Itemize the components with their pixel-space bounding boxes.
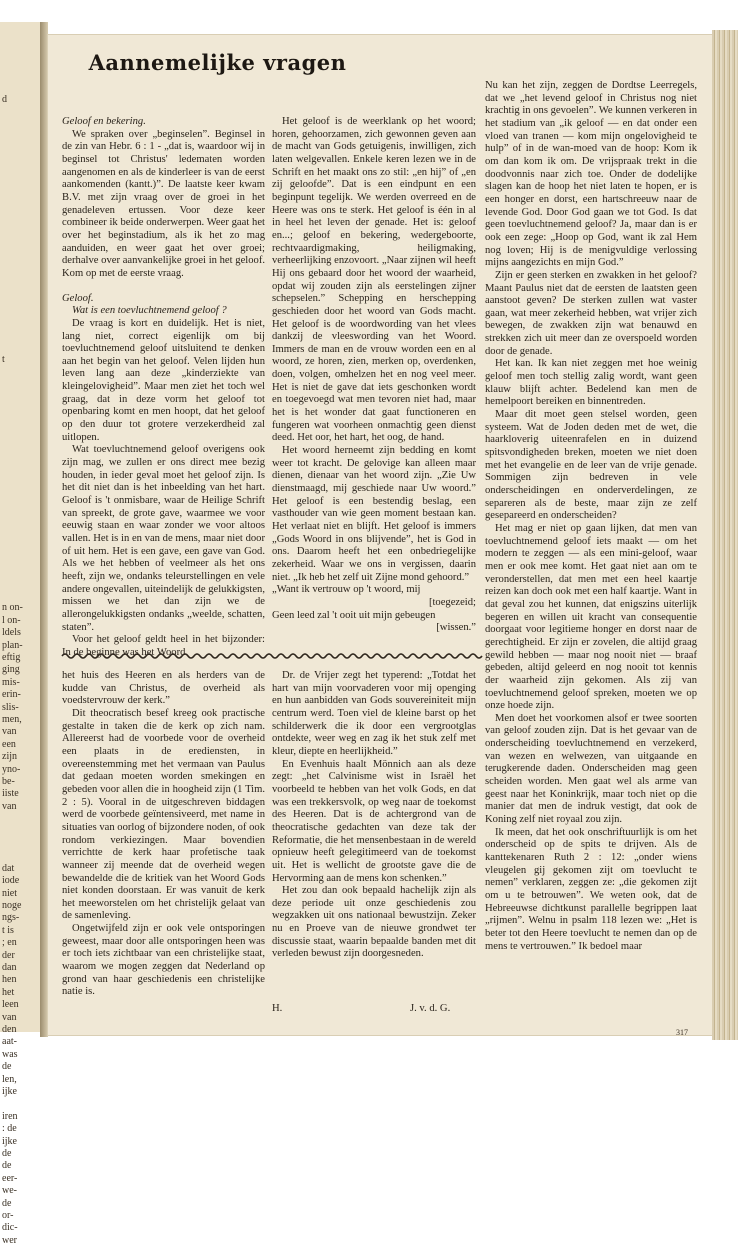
- section-divider: [62, 652, 480, 660]
- facing-page-text: eftig: [2, 652, 21, 663]
- column-2-bottom: [272, 670, 476, 961]
- facing-page-text: n on-: [2, 602, 23, 614]
- paragraph: Maar dit moet geen stelsel worden, geen systeem. Wat de Joden deden met de wet, die haarkloverig uiteenrafelen en in duizend spitsvondigheden breken, moeten we niet doen met het evangelie en de leer van de vrije genade. Sommigen zijn bedreven in vele onderscheidingen en onderverdelingen, ze separeren als de beste, maar zijn ze zelf gesepareerd en onderscheiden?: [485, 409, 697, 522]
- facing-page-text: ging: [2, 664, 20, 676]
- signature-right: J. v. d. G.: [410, 1003, 451, 1014]
- facing-page-text: ngs-: [2, 912, 20, 924]
- facing-page-text: eer-: [2, 1172, 18, 1184]
- facing-page-text: van: [2, 1011, 17, 1023]
- facing-page-text: ldels: [2, 627, 21, 639]
- facing-page-text: men,: [2, 714, 22, 725]
- facing-page-text: yno-: [2, 763, 21, 775]
- paragraph: Het geloof is de weerklank op het woord; horen, gehoorzamen, zich gewonnen geven aan de macht van Gods getuigenis, inwilligen, zich laten welgevallen. Enkele keren lezen we in de Schrift en het maakt ons zo stil: „en hij” of „en zij geloofde”. Dat is een eindpunt en een beginpunt tegelijk. We werden overreed en de Heere was ons te sterk. Het geloof is één in al in heel het leven der genade. Het is: geloof en...; geloof en bekering, wedergeboorte, rechtvaardigmaking, heiligmaking, verheerlijking enzovoort. „Naar zijnen wil heeft Hij ons gebaard door het woord der waarheid, opdat wij zouden zijn als eerstelingen zijner schepselen.” Schepping en herschepping geschieden door het woord van Gods macht. Het geloof is de woordwording van het vlees dankzij de vleeswording van het Woord. Immers de man en de vrouw worden een en al woord, ze horen, zien, merken op, overdenken, doen, volgen, omhelzen het en nog veel meer. Het is niet de gave dat iets geschonken wordt en toegevoegd wat men tevoren niet had, maar het is het wonder dat gaat functioneren en fungeren wat voorheen onmachtig geen dienst deed. Het oor, het hart, het oog, de hand.: [272, 116, 476, 444]
- paragraph: De vraag is kort en duidelijk. Het is niet, lang niet, correct eigenlijk om bij toevluchtnemend geloof uitsluitend te denken aan het begin van het geloof. Velen lijden hun leven lang aan deze „kinderziekte van kleingelovigheid”. Maar men ziet het toch wel graag, dat in deze vorm het geloof tot openbaring komt en men hoopt, dat het geloof op den duur tot grotere verzekerdheid zal uitlopen.: [62, 317, 265, 443]
- facing-page-text: hen: [2, 974, 17, 986]
- facing-page-text: l on-: [2, 614, 21, 626]
- facing-page-text: or-: [2, 1210, 14, 1221]
- column-1-top: [62, 116, 265, 660]
- facing-page-text: dic-: [2, 1222, 18, 1234]
- facing-page-text: zijn: [2, 751, 17, 763]
- page-number: 317: [676, 1028, 688, 1037]
- poem-line: „Want ik vertrouw op 't woord, mij: [272, 584, 421, 596]
- facing-page-fragment: [0, 22, 41, 1246]
- paragraph: Men doet het voorkomen alsof er twee soorten van geloof zouden zijn. Dat is het gevaar van de onderscheiding toevluchtnemend en verzekerd, van wezen en welwezen, van uitgaande en terugkerende daden. Onderscheiden mag geen scheiden worden. Men gaat wel als arme van geest naar het Koninkrijk, maar toch niet op die manier dat men de indruk vestigt, dat ook de Koning zelf niet royaal zou zijn.: [485, 712, 697, 826]
- paragraph: Dit theocratisch besef kreeg ook practische gestalte in taken die de kerk op zich nam. Allereerst had de voorbede voor de overheid een plaats in de erediensten, in overeenstemming met het vermaan van Paulus dat gedaan moeten worden smekingen en gebeden voor allen die in hoogheid zijn (1 Tim. 2 : 5). Vooral in de uitgeschreven biddagen werd de voorbede geïntensiveerd, met name in situaties van oorlog of bijzondere noden, of ook rondom verkiezingen. Maar bovendien verrichtte de kerk haar profetische taak wanneer zij meende dat de overheid wegen bewandelde die de kritiek van het Woord Gods niet konden doorstaan. Er was vanuit de kerk het meeworstelen om het christelijk gelaat van de samenleving.: [62, 707, 265, 922]
- facing-page-text: van: [2, 800, 17, 812]
- paragraph: Voor het geloof geldt heel in het bijzonder: In de beginne was het Woord.: [62, 634, 265, 658]
- signature-left: H.: [272, 1003, 283, 1014]
- paragraph: We spraken over „beginselen”. Beginsel in de zin van Hebr. 6 : 1 - „dat is, waardoor wij in beginsel tot Christus' ledematen worden aangenomen en als de kinderleer is van de eerst aankomenden (kantt.)”. De laatste keer kwam B.V. met zijn vraag over de groei in het genadeleven ertussen. Voor deze keer combineer ik beide onderwerpen. Weer gaat het over het beginstadium, als ik het zo mag aanduiden, en weer gaat het over groei; derhalve over aanvankelijke groei in het geloof. Kom op met de eerste vraag.: [62, 128, 265, 279]
- paragraph: Het mag er niet op gaan lijken, dat men van toevluchtnemend geloof iets maakt — om het modern te zeggen — als een mini-geloof, waar men er ook mee komt. Het gaat niet aan om te veronderstellen, dat men met een heel kaartje reizen kan doch ook met een half kaartje. Want in dat geval zou het kunnen, dat enigszins uiterlijk begeren en willen uit kracht van consequentie doorgaat voor legitieme honger en dorst naar de gerechtigheid. Er zijn er zovelen, die altijd graag gewild hebben — maar nog nooit niet — braaf gebeden, altijd geleerd en nog nooit tot kennis der waarheid zijn gekomen. Als zij van toevluchtnemend geloof spreken, moeten we op onze hoede zijn.: [485, 522, 697, 712]
- facing-page-text: d: [2, 94, 7, 105]
- facing-page-text: een: [2, 738, 16, 750]
- paragraph: Het zou dan ook bepaald hachelijk zijn als deze periode uit onze geschiedenis zou wegzakken uit ons nationaal bewustzijn. Zeker nu en Proeve van de nieuwe grondwet ter discussie staat, waarin bepaalde banden met dit verleden bewust zijn doorgesneden.: [272, 885, 476, 960]
- facing-page-text: mis-: [2, 676, 20, 688]
- paragraph: Het woord herneemt zijn bedding en komt weer tot kracht. De gelovige kan alleen maar dienen, dienaar van het woord zijn. „Zie Uw dienstmaagd, mij geschiede naar Uw woord.” Het geloof is een bestendig beslag, een vasthouder van wie geen moment bestaan kan. Het verlaat niet en blijft. Het geloof is immers „Gods Woord in ons blijvende”, het is God in ons. Daarom heeft het een onbedriegelijke zekerheid. Waar we ons in vergissen, daarin niet. „Ik heb het zelf uit Zijne mond gehoord.”: [272, 445, 476, 583]
- paragraph: Dr. de Vrijer zegt het typerend: „Totdat het hart van mijn voorvaderen voor mij openging en hun aanbidden van Gods souvereiniteit mijn centrum werd. Toen viel de kleine barst op het schilderwerk die ik door een vergrootglas ontdekte, weer weg en zag ik het stuk zelf met kleur, diepte en heerlijkheid.”: [272, 670, 476, 757]
- page-edges: [712, 30, 738, 1040]
- book-gutter: [40, 22, 48, 1037]
- poem-line: [wissen.”: [436, 622, 476, 634]
- facing-page-text: we-: [2, 1185, 17, 1197]
- facing-page-text: van: [2, 726, 17, 738]
- facing-page-text: slis-: [2, 701, 19, 713]
- facing-page-text: dat: [2, 862, 15, 874]
- facing-page-text: den: [2, 1024, 17, 1035]
- facing-page-text: iren: [2, 1110, 18, 1122]
- article-title: Aannemelijke vragen: [88, 50, 347, 75]
- facing-page-text: de: [2, 1148, 12, 1159]
- paragraph: Het kan. Ik kan niet zeggen met hoe weinig geloof men toch stellig zalig wordt, want geen klauw blijft achter. Bedelend kan men de hemelpoort bereiken en binnentreden.: [485, 358, 697, 408]
- paragraph: Zijn er geen sterken en zwakken in het geloof? Maant Paulus niet dat de eersten de laatsten geen aanstoot geven? De sterken zullen wat vaster gaan, wat meer zekerheid hebben, wat vrijer zich bewegen, de zwakken zijn wat benauwd en strekken zich uit meer dan ze overspoeld worden door de genade.: [485, 269, 697, 357]
- facing-page-text: aat-: [2, 1036, 17, 1048]
- facing-page-text: was: [2, 1048, 18, 1060]
- poem: [272, 584, 476, 635]
- facing-page-text: het: [2, 986, 15, 998]
- paragraph: Ik meen, dat het ook onschriftuurlijk is om het onderscheid op de spits te drijven. Als de kanttekenaren Ruth 2 : 12: „onder wiens vleugelen gij gekomen zijt om toevlucht te nemen” verklaren, zeggen ze: „die gekomen zijt om u te betrouwen”. We weten ook, dat de Hebreeuwse dichtkunst parallelle begrippen laat „rijmen”. Welnu in psalm 118 lezen we: „Het is beter tot den Heere toevlucht te nemen dan op de mens te vertrouwen.” Ik bedoel maar: [485, 826, 697, 952]
- question-heading: Wat is een toevluchtnemend geloof ?: [72, 305, 227, 317]
- facing-page-text: noge: [2, 900, 22, 911]
- column-3: [485, 80, 697, 953]
- paragraph: Nu kan het zijn, zeggen de Dordtse Leerregels, dat we „het levend geloof in Christus nog niet krachtig in ons gevoelen”. We kunnen verkeren in het stadium van „ik geloof — en dat onder een vloed van tranen — kom mijn ongelovigheid te hulp” of in de wan-moed van de hoop: Kom ik om dan kom ik om. De vrijspraak trekt in die doodvonnis naar zich toe. Onder de dodelijke slagen kan de hoop het niet laten te hopen, er is een honger en dorst, een hartschreeuw naar de levende God. Door God gaan we tot God. Is dat geen toevluchtnemend geloof? Ja, maar dan is er ook een zege: „Hoop op God, want ik zal Hem nog loven; Hij is de menigvuldige verlossing mijns aangezichts en mijn God.”: [485, 80, 697, 269]
- column-1-bottom: [62, 670, 265, 999]
- facing-page-text: niet: [2, 887, 17, 899]
- facing-page-text: len,: [2, 1073, 17, 1085]
- facing-page-text: t is: [2, 924, 14, 936]
- paragraph: En Evenhuis haalt Mönnich aan als deze zegt: „het Calvinisme wist in Israël het voorbeeld te hebben van het volk Gods, en dat was een trekkersvolk, op weg naar de toekomst des Heeren. Dat is de achtergrond van de theocratische gedachten van deze tak der Reformatie, die het mensenbestaan in de wereld opnieuw heeft gelegitimeerd van de toekomst uit. Het is wellicht de grootste gave die de Hervorming aan de mens kon schenken.”: [272, 758, 476, 884]
- section-heading: Geloof en bekering.: [62, 116, 146, 127]
- paragraph: het huis des Heeren en als herders van de kudde van Christus, de overheid als voedstervrouw der kerk.”: [62, 670, 265, 707]
- facing-page-text: ; en: [2, 937, 17, 949]
- facing-page-text: de: [2, 1160, 12, 1172]
- facing-page-text: der: [2, 949, 15, 961]
- facing-page-text: iiste: [2, 788, 19, 800]
- paragraph: Ongetwijfeld zijn er ook vele ontsporingen geweest, maar door alle ontsporingen heen was er toch iets zichtbaar van een christelijke staat, waarom we mogen zeggen dat Nederland op grond van haar geschiedenis een christelijke natie is.: [62, 923, 265, 998]
- section-heading: Geloof.: [62, 292, 94, 304]
- paragraph: Wat toevluchtnemend geloof overigens ook zijn mag, we zullen er ons direct mee bezig houden, in ieder geval moet het geloof zijn. Is het dit niet dan is het inbeelding van het hart. Geloof is 't onmisbare, waar de Heilige Schrift van spreekt, de grote gave, waarmee we voor eeuwig staan en waar zonder we voor altoos vallen. Het is in en van de mens, maar niet door of uit hem. Het is een gave, een gave van God. Als we het hebben of veelmeer als het ons heeft, zijn we, ondanks teleurstellingen en vele andere ongevallen, uiteindelijk de gelukkigsten, missen we het dan zijn we de allerongelukkigsten ondanks „weelde, schatten, staten”.: [62, 444, 265, 633]
- facing-page-text: dan: [2, 962, 17, 973]
- facing-page-text: ijke: [2, 1135, 17, 1147]
- facing-page-text: leen: [2, 999, 19, 1011]
- poem-line: [toegezeid;: [428, 596, 476, 608]
- facing-page-text: plan-: [2, 639, 23, 651]
- facing-page-text: iode: [2, 875, 20, 887]
- facing-page-text: be-: [2, 776, 15, 787]
- facing-page-text: de: [2, 1061, 12, 1073]
- facing-page-text: wer: [2, 1234, 17, 1246]
- facing-page-text: : de: [2, 1123, 17, 1135]
- column-2-top: [272, 116, 476, 635]
- facing-page-text: erin-: [2, 689, 21, 701]
- facing-page-text: ijke: [2, 1086, 17, 1097]
- poem-line: Geen leed zal 't ooit uit mijn gebeugen: [272, 609, 436, 621]
- facing-page-text: t: [2, 354, 5, 366]
- facing-page-text: de: [2, 1197, 12, 1209]
